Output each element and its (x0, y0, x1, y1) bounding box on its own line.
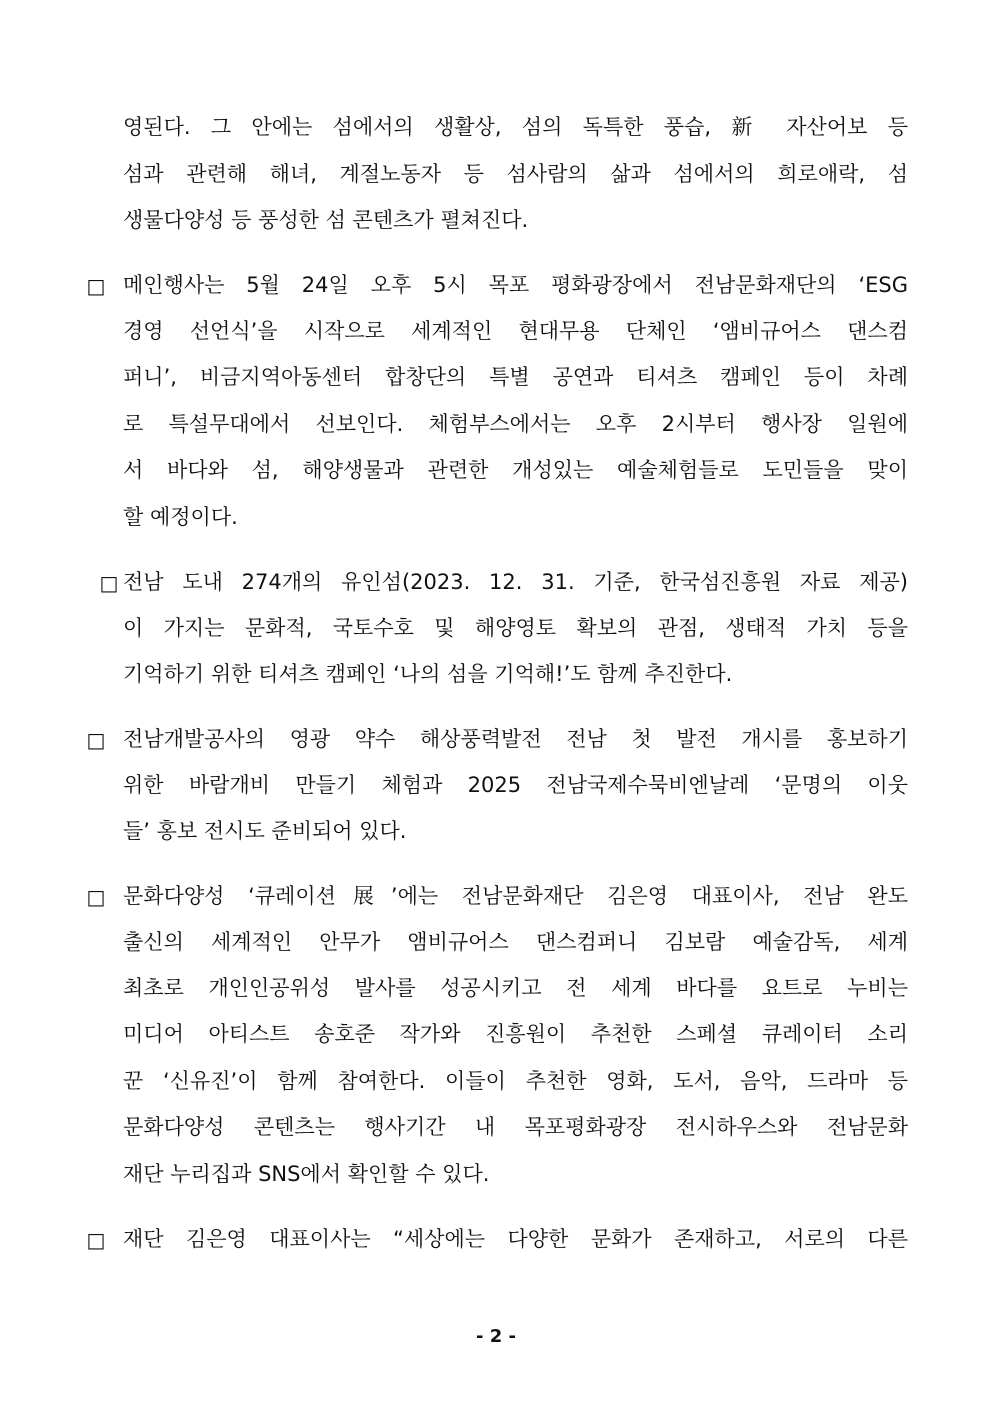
text-line: 이 가지는 문화적, 국토수호 및 해양영토 확보의 관점, 생태적 가치 등을 (123, 616, 908, 640)
text-line: 로 특설무대에서 선보인다. 체험부스에서는 오후 2시부터 행사장 일원에 (123, 412, 908, 436)
text-line: 경영 선언식’을 시작으로 세계적인 현대무용 단체인 ‘앰비규어스 댄스컴 (123, 319, 908, 343)
checkbox-bullet-icon: □ (86, 728, 106, 752)
text-line: 서 바다와 섬, 해양생물과 관련한 개성있는 예술체험들로 도민들을 맞이 (123, 458, 908, 482)
page-number: - 2 - (476, 1326, 516, 1347)
text-line: 전남 도내 274개의 유인섬(2023. 12. 31. 기준, 한국섬진흥원 자료 제공) (123, 570, 908, 594)
text-line: 생물다양성 등 풍성한 섬 콘텐츠가 펼쳐진다. (123, 208, 529, 232)
text-line: 재단 누리집과 SNS에서 확인할 수 있다. (123, 1162, 490, 1186)
text-line: 최초로 개인인공위성 발사를 성공시키고 전 세계 바다를 요트로 누비는 (123, 976, 908, 1000)
checkbox-bullet-icon: □ (86, 1228, 106, 1252)
text-line: 위한 바람개비 만들기 체험과 2025 전남국제수묵비엔날레 ‘문명의 이웃 (123, 773, 908, 797)
text-line: 기억하기 위한 티셔츠 캠페인 ‘나의 섬을 기억해!’도 함께 추진한다. (123, 662, 733, 686)
text-line: 미디어 아티스트 송호준 작가와 진흥원이 추천한 스페셜 큐레이터 소리 (123, 1022, 908, 1046)
text-line: 재단 김은영 대표이사는 “세상에는 다양한 문화가 존재하고, 서로의 다른 (123, 1227, 908, 1251)
text-line: 문화다양성 콘텐츠는 행사기간 내 목포평화광장 전시하우스와 전남문화 (123, 1115, 908, 1139)
text-line: 들’ 홍보 전시도 준비되어 있다. (123, 819, 407, 843)
text-line: 퍼니’, 비금지역아동센터 합창단의 특별 공연과 티셔츠 캠페인 등이 차례 (123, 365, 908, 389)
text-line: 꾼 ‘신유진’이 함께 참여한다. 이들이 추천한 영화, 도서, 음악, 드라마 등 (123, 1069, 908, 1093)
checkbox-bullet-icon: □ (99, 571, 119, 595)
text-line: 문화다양성 ‘큐레이션展’에는 전남문화재단 김은영 대표이사, 전남 완도 (123, 884, 908, 908)
text-line: 메인행사는 5월 24일 오후 5시 목포 평화광장에서 전남문화재단의 ‘ESG (123, 273, 908, 297)
checkbox-bullet-icon: □ (86, 274, 106, 298)
text-line: 할 예정이다. (123, 505, 238, 529)
text-line: 출신의 세계적인 안무가 앰비규어스 댄스컴퍼니 김보람 예술감독, 세계 (123, 930, 908, 954)
text-line: 전남개발공사의 영광 약수 해상풍력발전 전남 첫 발전 개시를 홍보하기 (123, 727, 908, 751)
checkbox-bullet-icon: □ (86, 885, 106, 909)
text-line: 영된다. 그 안에는 섬에서의 생활상, 섬의 독특한 풍습, 新 자산어보 등 (123, 115, 908, 139)
text-line: 섬과 관련해 해녀, 계절노동자 등 섬사람의 삶과 섬에서의 희로애락, 섬 (123, 162, 908, 186)
